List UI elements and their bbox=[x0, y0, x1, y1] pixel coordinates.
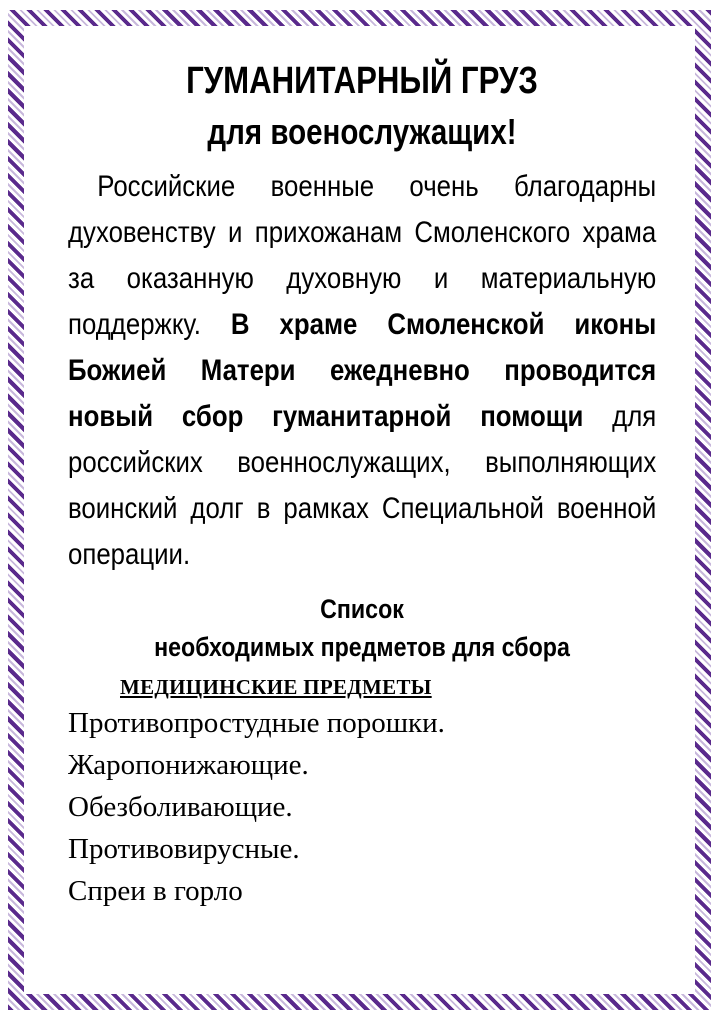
list-item: Спреи в горло bbox=[68, 875, 243, 907]
list-item: Обезболивающие. bbox=[68, 791, 293, 823]
items-list bbox=[68, 702, 656, 912]
list-title-line1: Список bbox=[320, 594, 404, 624]
document-subtitle: для военослужащих! bbox=[207, 111, 517, 152]
intro-paragraph bbox=[68, 164, 656, 578]
highlight-text: В храме Смоленской иконы Божией Матери ежедневно проводится новый сбор гуманитарной помощи bbox=[68, 308, 657, 433]
list-item: Жаропонижающие. bbox=[68, 749, 309, 781]
list-item: Противопростудные порошки. bbox=[68, 707, 445, 739]
section-heading-medical: МЕДИЦИНСКИЕ ПРЕДМЕТЫ bbox=[120, 675, 432, 699]
list-title-line2: необходимых предметов для сбора bbox=[154, 632, 570, 662]
rest-text: для российских военнослужащих, выполняющих воинский долг в рамках Специальной военной операции. bbox=[68, 400, 657, 571]
document-content bbox=[68, 56, 656, 912]
list-item: Противовирусные. bbox=[68, 833, 300, 865]
document-title: ГУМАНИТАРНЫЙ ГРУЗ bbox=[186, 60, 538, 102]
intro-text: Российские военные очень благодарны духовенству и прихожанам Смоленского храма за оказанную духовную и материальную поддержку. bbox=[68, 170, 657, 341]
